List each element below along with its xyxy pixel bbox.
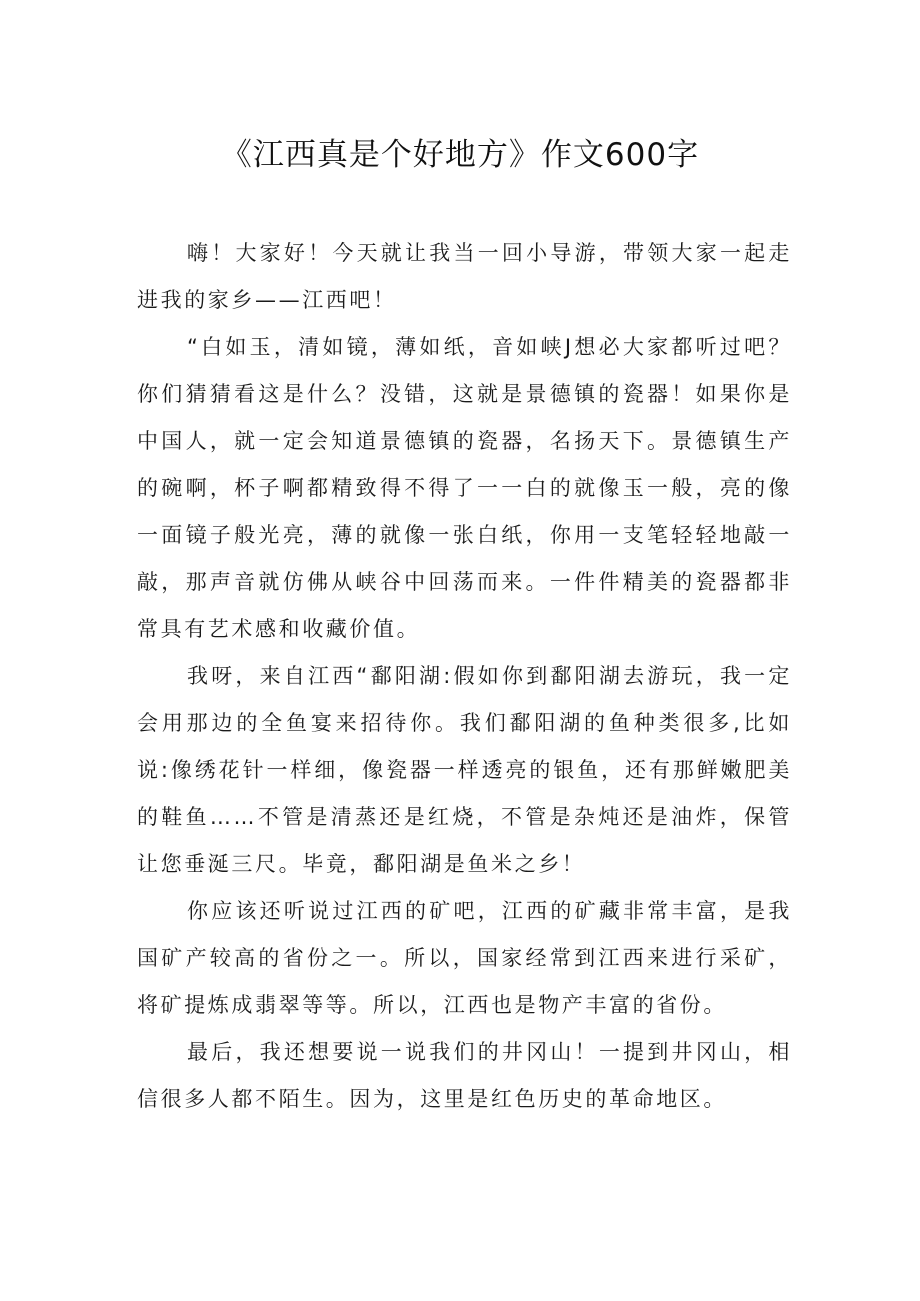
document-body (137, 230, 792, 1123)
paragraph-poyang-lake: 我呀，来自江西“鄱阳湖:假如你到鄱阳湖去游玩，我一定会用那边的全鱼宴来招待你。我们鄱阳湖的鱼种类很多,比如说:像绣花针一样细，像瓷器一样透亮的银鱼，还有那鲜嫩肥美的鞋鱼……不管是清蒸还是红烧，不管是杂炖还是油炸，保管让您垂涎三尺。毕竟，鄱阳湖是鱼米之乡！ (137, 664, 792, 876)
paragraph-jingdezhen-porcelain: “白如玉，清如镜，薄如纸，音如峡J想必大家都听过吧？你们猜猜看这是什么？没错，这就是景德镇的瓷器！如果你是中国人，就一定会知道景德镇的瓷器，名扬天下。景德镇生产的碗啊，杯子啊都精致得不得了一一白的就像玉一般，亮的像一面镜子般光亮，薄的就像一张白纸，你用一支笔轻轻地敲一敲，那声音就仿佛从峡谷中回荡而来。一件件精美的瓷器都非常具有艺术感和收藏价值。 (137, 335, 792, 641)
paragraph-jinggangshan: 最后，我还想要说一说我们的井冈山！一提到井冈山，相信很多人都不陌生。因为，这里是红色历史的革命地区。 (137, 1040, 792, 1111)
paragraph-intro: 嗨！大家好！今天就让我当一回小导游，带领大家一起走进我的家乡——江西吧！ (137, 241, 792, 312)
document-title: 《江西真是个好地方》作文600字 (220, 137, 700, 173)
paragraph-minerals: 你应该还听说过江西的矿吧，江西的矿藏非常丰富，是我国矿产较高的省份之一。所以，国家经常到江西来进行采矿，将矿提炼成翡翠等等。所以，江西也是物产丰富的省份。 (137, 899, 792, 1017)
